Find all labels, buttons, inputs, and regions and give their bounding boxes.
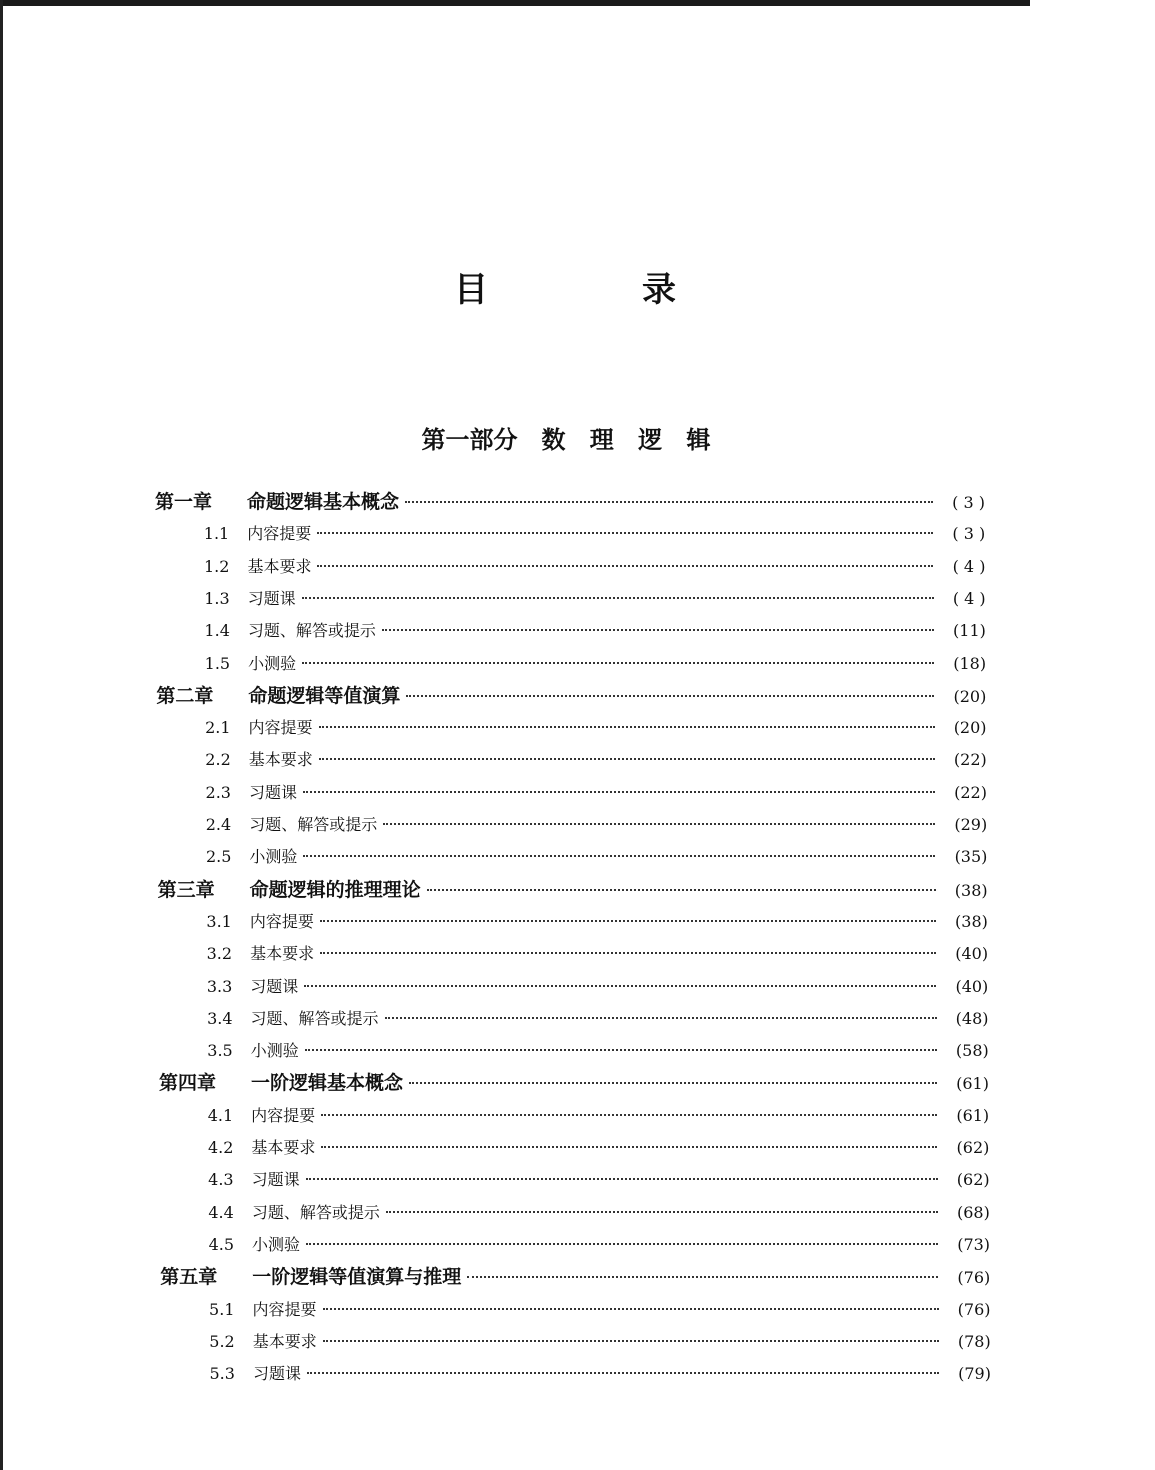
page-number: (38) <box>954 880 988 900</box>
section-title: 内容提要 <box>252 1299 317 1319</box>
dot-leader <box>427 889 936 891</box>
page-number: ( 3 ) <box>952 524 986 544</box>
toc-section-row <box>197 1038 989 1064</box>
dot-leader <box>321 1146 937 1148</box>
section-number: 2.4 <box>205 815 232 834</box>
part-subtitle: 数 理 逻 辑 <box>541 426 719 454</box>
dot-leader <box>467 1276 938 1278</box>
dot-leader <box>319 758 935 760</box>
page-number: ( 4 ) <box>952 588 986 608</box>
page-title: 目 录 <box>454 270 736 310</box>
dot-leader <box>307 1372 939 1374</box>
section-title: 习题课 <box>247 588 296 608</box>
dot-leader <box>320 920 936 922</box>
part-title: 第一部分 <box>421 426 518 454</box>
section-number: 1.5 <box>204 653 231 673</box>
page-number: (38) <box>955 911 988 931</box>
page-number: (22) <box>954 782 987 802</box>
section-number: 4.3 <box>208 1170 234 1190</box>
section-number: 3.4 <box>207 1008 233 1028</box>
section-number: 1.1 <box>203 524 230 544</box>
section-title: 基本要求 <box>252 1331 317 1351</box>
scan-left-edge <box>0 0 3 1470</box>
dot-leader <box>320 952 936 954</box>
toc-section-row <box>198 1200 990 1226</box>
chapter-title: 一阶逻辑等值演算与推理 <box>252 1266 462 1289</box>
section-number: 3.2 <box>206 944 233 964</box>
section-number: 3.3 <box>206 976 233 996</box>
toc-section-row <box>197 1006 989 1032</box>
toc-chapter-row <box>160 1262 990 1288</box>
dot-leader <box>386 1211 938 1213</box>
section-title: 习题、解答或提示 <box>251 1202 380 1222</box>
section-number: 2.3 <box>205 782 231 802</box>
section-title: 习题课 <box>250 976 299 996</box>
toc-section-row <box>195 844 987 870</box>
chapter-label: 第三章 <box>157 878 215 901</box>
page-number: (20) <box>953 718 987 738</box>
page-number: (61) <box>956 1105 990 1125</box>
section-number: 2.1 <box>205 718 231 738</box>
toc-section-row <box>199 1329 991 1355</box>
page-number: ( 4 ) <box>952 556 986 576</box>
section-title: 内容提要 <box>251 1105 316 1125</box>
section-title: 小测验 <box>248 653 297 673</box>
section-title: 小测验 <box>252 1234 301 1254</box>
section-title: 习题、解答或提示 <box>249 815 378 834</box>
section-title: 小测验 <box>250 1041 299 1061</box>
section-number: 2.5 <box>205 847 232 867</box>
section-number: 4.5 <box>208 1234 235 1254</box>
toc-section-row <box>198 1232 990 1258</box>
toc-section-row <box>198 1167 990 1193</box>
toc-section-row <box>195 812 987 838</box>
section-title: 内容提要 <box>249 911 314 931</box>
toc-section-row <box>194 618 986 644</box>
toc-section-row <box>197 1103 989 1129</box>
section-title: 习题课 <box>248 782 297 802</box>
toc-chapter-row <box>158 875 988 901</box>
page-number: (20) <box>953 686 987 706</box>
toc-section-row <box>195 780 987 806</box>
page-number: (58) <box>955 1041 989 1061</box>
toc-section-row <box>196 909 988 935</box>
section-number: 4.4 <box>208 1202 234 1222</box>
dot-leader <box>303 855 935 857</box>
section-title: 基本要求 <box>250 944 315 964</box>
dot-leader <box>321 1114 937 1116</box>
section-title: 习题课 <box>252 1364 301 1384</box>
section-title: 习题、解答或提示 <box>250 1008 379 1028</box>
chapter-title: 一阶逻辑基本概念 <box>250 1072 403 1095</box>
page-number: (40) <box>955 976 989 996</box>
toc-section-row <box>199 1361 991 1387</box>
dot-leader <box>382 629 934 631</box>
section-title: 基本要求 <box>247 556 312 576</box>
section-number: 2.2 <box>205 750 231 770</box>
chapter-label: 第二章 <box>156 684 214 707</box>
dot-leader <box>306 1178 938 1180</box>
dot-leader <box>409 1082 937 1084</box>
page-number: (79) <box>958 1364 991 1384</box>
page-number: (68) <box>956 1202 990 1222</box>
section-number: 3.5 <box>207 1041 233 1061</box>
section-number: 4.1 <box>207 1105 234 1125</box>
dot-leader <box>406 695 934 697</box>
toc-section-row <box>196 941 988 967</box>
section-number: 5.3 <box>209 1364 235 1384</box>
chapter-label: 第四章 <box>158 1072 216 1095</box>
page-number: (73) <box>957 1234 991 1254</box>
chapter-label: 第五章 <box>160 1266 218 1289</box>
page-number: (11) <box>953 621 986 641</box>
section-title: 习题、解答或提示 <box>247 621 376 641</box>
scan-top-edge <box>0 0 1030 6</box>
section-number: 4.2 <box>207 1138 234 1157</box>
dot-leader <box>303 791 935 793</box>
section-title: 小测验 <box>249 847 298 867</box>
dot-leader <box>302 662 934 664</box>
dot-leader <box>306 1243 938 1245</box>
page-number: (48) <box>955 1008 989 1028</box>
page-number: (78) <box>957 1331 991 1351</box>
chapter-title: 命题逻辑基本概念 <box>247 491 400 513</box>
section-title: 内容提要 <box>247 524 312 544</box>
page-number: (22) <box>953 750 987 770</box>
section-title: 习题课 <box>251 1170 300 1190</box>
page-number: (29) <box>954 815 988 834</box>
chapter-label: 第一章 <box>155 491 213 513</box>
toc-section-row <box>197 1135 989 1161</box>
dot-leader <box>305 1049 937 1051</box>
toc-section-row <box>195 747 987 773</box>
dot-leader <box>319 726 935 728</box>
page-number: ( 3 ) <box>952 493 985 512</box>
toc-section-row <box>194 651 986 677</box>
dot-leader <box>323 1340 939 1342</box>
section-number: 1.3 <box>204 588 230 608</box>
page-number: (76) <box>957 1268 991 1288</box>
dot-leader <box>323 1308 939 1310</box>
toc-section-row <box>196 974 988 1000</box>
dot-leader <box>385 1017 937 1019</box>
dot-leader <box>383 823 935 825</box>
toc-chapter-row <box>159 1068 989 1094</box>
toc-section-row <box>193 521 985 547</box>
page-number: (40) <box>955 944 989 964</box>
section-number: 1.4 <box>204 621 230 641</box>
chapter-title: 命题逻辑的推理理论 <box>249 878 421 901</box>
part-heading <box>0 420 1140 455</box>
toc-section-row <box>195 715 987 741</box>
toc-section-row <box>194 586 986 612</box>
section-number: 5.1 <box>209 1299 235 1319</box>
page-number: (62) <box>956 1170 990 1190</box>
section-title: 基本要求 <box>251 1138 316 1157</box>
page-number: (61) <box>956 1074 989 1094</box>
dot-leader <box>304 985 936 987</box>
toc-section-row <box>199 1297 991 1323</box>
section-title: 内容提要 <box>248 718 313 738</box>
dot-leader <box>302 597 934 599</box>
page-number: (76) <box>957 1299 991 1319</box>
page-number: (35) <box>954 847 988 867</box>
page-number: (18) <box>953 653 987 673</box>
chapter-title: 命题逻辑等值演算 <box>248 684 401 707</box>
section-number: 1.2 <box>203 556 230 576</box>
toc-section-row <box>193 554 985 580</box>
section-number: 3.1 <box>206 911 232 931</box>
dot-leader <box>405 501 933 503</box>
toc-chapter-row <box>156 681 986 707</box>
dot-leader <box>317 532 933 534</box>
section-title: 基本要求 <box>248 750 313 770</box>
toc-chapter-row <box>155 487 985 513</box>
dot-leader <box>317 565 933 567</box>
section-number: 5.2 <box>209 1331 235 1351</box>
page-number: (62) <box>956 1138 990 1157</box>
